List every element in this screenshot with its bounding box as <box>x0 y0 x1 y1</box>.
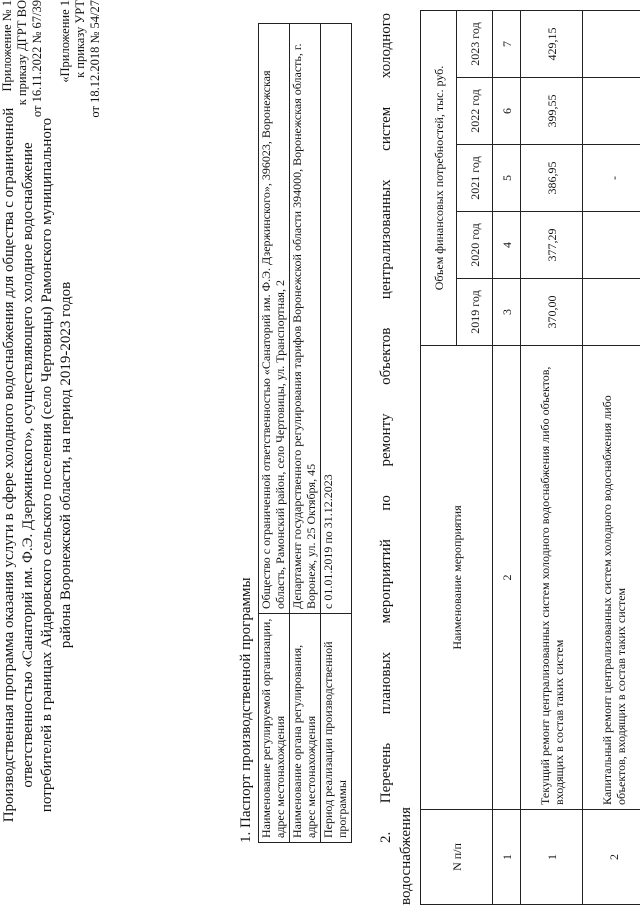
appendix-current-line1: Приложение № 1 <box>0 0 14 92</box>
index-cell: 1 <box>493 810 521 905</box>
index-cell: 3 <box>493 279 521 346</box>
index-cell: 6 <box>493 78 521 145</box>
appendix-current-stamp <box>0 0 45 300</box>
index-cell: 5 <box>493 145 521 212</box>
header-num: N п/п <box>421 810 493 905</box>
passport-heading: 1. Паспорт производственной программы <box>238 577 254 843</box>
passport-label: Период реализации производственной программы <box>321 614 352 843</box>
table-row <box>583 11 640 905</box>
row-value: 399,55 <box>521 78 583 145</box>
passport-value: с 01.01.2019 по 31.12.2023 <box>321 24 352 614</box>
appendix-original-stamp <box>58 0 103 300</box>
row-value: 377,29 <box>521 212 583 279</box>
table-row <box>290 24 321 843</box>
row-value: 386,95 <box>521 145 583 212</box>
passport-value: Общество с ограниченной ответственностью «Санаторий им. Ф.Э. Дзержинского», 396023, Воронежская область, Рамонский район, село Чертовицы, ул. Транспортная, 2 <box>259 24 290 614</box>
row-value <box>583 11 640 78</box>
row-value: 370,00 <box>521 279 583 346</box>
index-cell: 7 <box>493 11 521 78</box>
row-num: 1 <box>521 810 583 905</box>
table-row <box>521 11 583 905</box>
passport-label: Наименование регулируемой организации, адрес местонахождения <box>259 614 290 843</box>
header-year: 2022 год <box>457 78 493 145</box>
appendix-original-line2: к приказу УРТ <box>73 0 87 78</box>
appendix-original-line1: «Приложение 1 <box>58 0 72 83</box>
header-year: 2023 год <box>457 11 493 78</box>
header-year: 2019 год <box>457 279 493 346</box>
appendix-current-line2: к приказу ДГРТ ВО <box>15 0 29 106</box>
program-title-line2: ответственностью «Санаторий им. Ф.Э. Дзержинского», осуществляющего холодное водоснабжение <box>20 142 36 788</box>
table-row <box>493 11 521 905</box>
row-name: Текущий ремонт централизованных систем холодного водоснабжения либо объектов, входящих в состав таких систем <box>521 346 583 810</box>
measures-table <box>420 10 640 905</box>
header-year: 2020 год <box>457 212 493 279</box>
row-value <box>583 212 640 279</box>
program-title-line3: потребителей в границах Айдаровского сельского поселения (село Чертовицы) Рамонского муниципального <box>39 117 55 813</box>
passport-table <box>258 23 352 843</box>
program-title-line4: района Воронежской области, на период 2019-2023 годов <box>58 281 74 649</box>
header-volume: Объем финансовых потребностей, тыс. руб. <box>421 11 457 346</box>
measures-heading-line1: 2. Перечень плановых мероприятий по ремонту объектов централизованных систем холодного <box>378 13 394 843</box>
row-name: Капитальный ремонт централизованных систем холодного водоснабжения либо объектов, входящих в состав таких систем <box>583 346 640 810</box>
row-value <box>583 78 640 145</box>
table-row <box>421 11 457 905</box>
header-year: 2021 год <box>457 145 493 212</box>
passport-value: Департамент государственного регулирования тарифов Воронежской области 394000, Воронежская область, г. Воронеж, ул. 25 Октября, 45 <box>290 24 321 614</box>
table-row <box>321 24 352 843</box>
appendix-current-line3: от 16.11.2022 № 67/39 <box>30 0 44 118</box>
index-cell: 4 <box>493 212 521 279</box>
index-cell: 2 <box>493 346 521 810</box>
row-num: 2 <box>583 810 640 905</box>
row-value <box>583 279 640 346</box>
header-name: Наименование мероприятия <box>421 346 493 810</box>
row-value: - <box>583 145 640 212</box>
row-value: 429,15 <box>521 11 583 78</box>
passport-label: Наименование органа регулирования, адрес местонахождения <box>290 614 321 843</box>
table-row <box>259 24 290 843</box>
program-title-line1: Производственная программа оказания услуги в сфере холодного водоснабжения для общества с ограниченной <box>1 107 17 823</box>
appendix-original-line3: от 18.12.2018 № 54/27 <box>88 0 102 118</box>
measures-heading-line2: водоснабжения <box>398 807 414 905</box>
